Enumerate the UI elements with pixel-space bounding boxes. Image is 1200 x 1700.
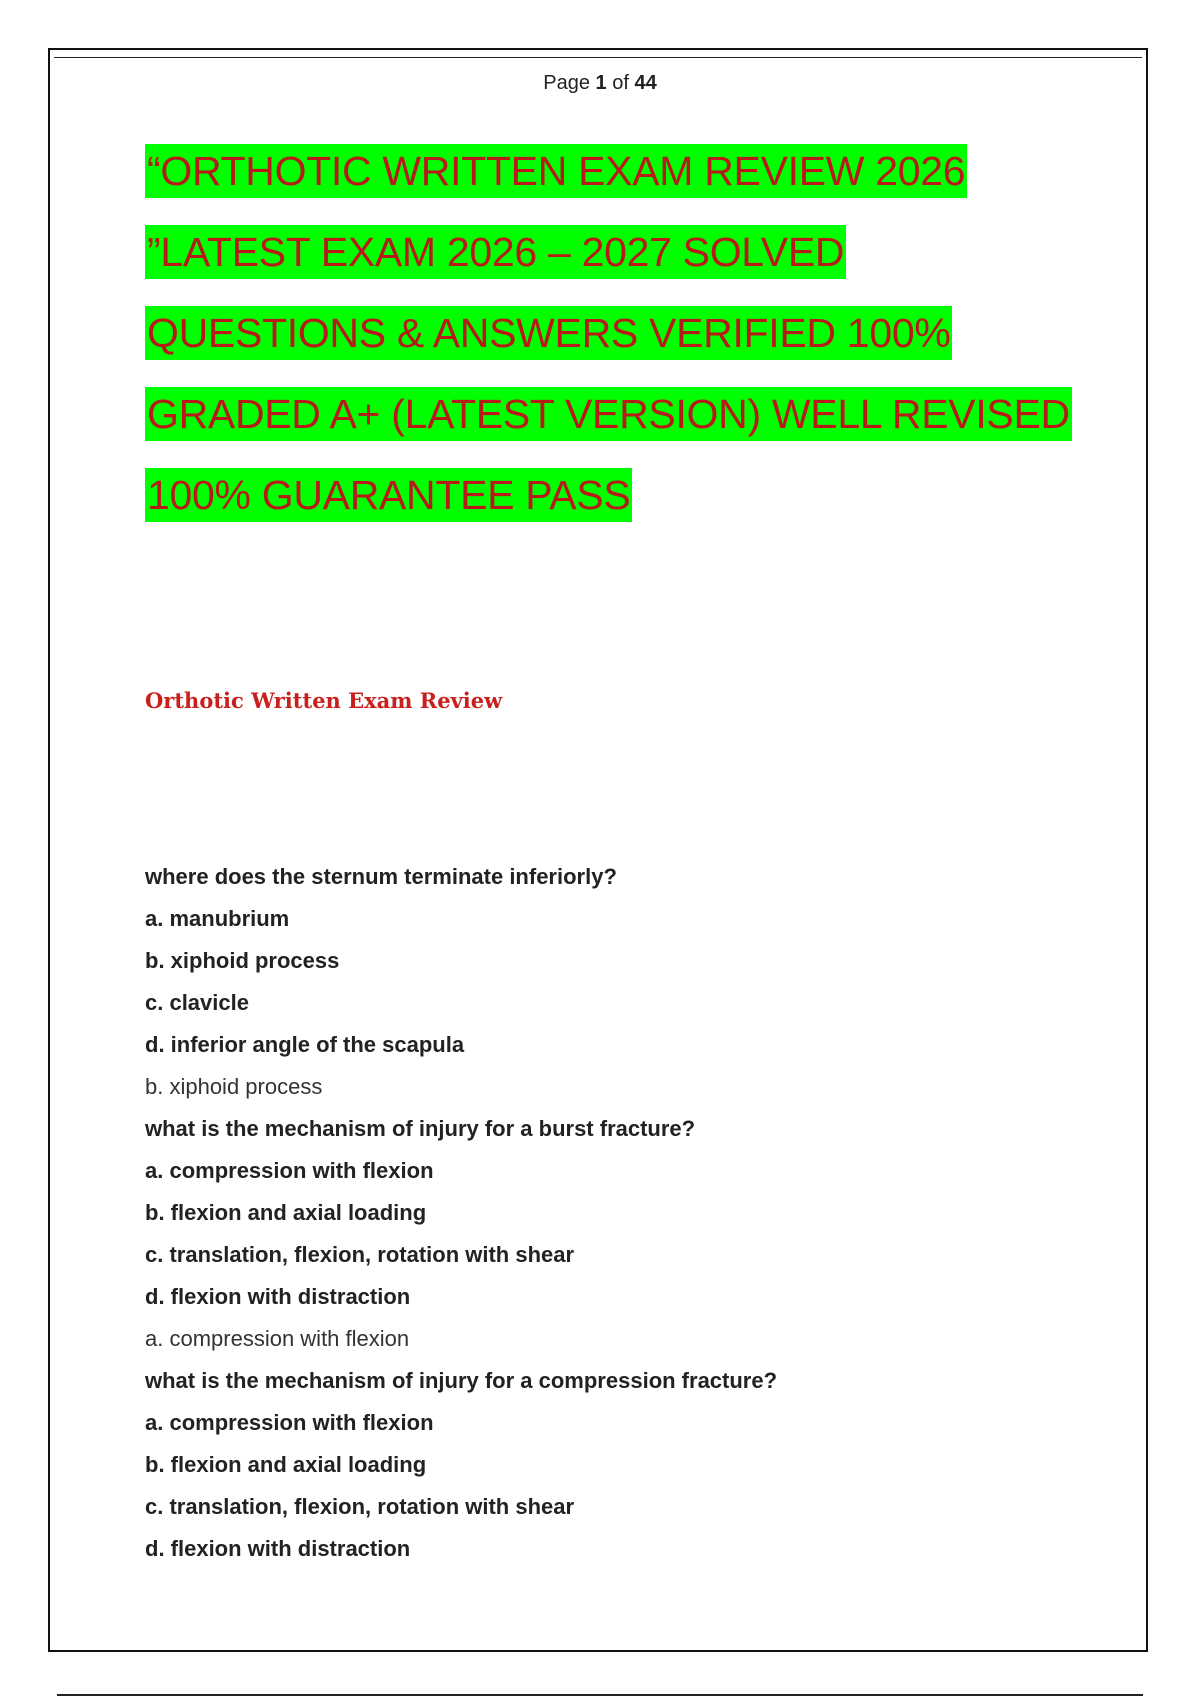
title-line: QUESTIONS & ANSWERS VERIFIED 100% xyxy=(145,306,952,360)
question-list xyxy=(145,856,1095,1570)
answer-option: b. flexion and axial loading xyxy=(145,1200,427,1225)
answer-option: d. flexion with distraction xyxy=(145,1536,411,1561)
answer-option: b. xiphoid process xyxy=(145,948,340,973)
title-line: ”LATEST EXAM 2026 – 2027 SOLVED xyxy=(145,225,846,279)
answer-option: d. inferior angle of the scapula xyxy=(145,1032,465,1057)
answer-option: a. compression with flexion xyxy=(145,1410,434,1435)
section-heading: Orthotic Written Exam Review xyxy=(145,688,503,713)
page-indicator xyxy=(0,72,1200,95)
page-top-rule xyxy=(54,57,1142,58)
page-label: Page xyxy=(543,72,590,94)
answer-option: c. translation, flexion, rotation with shear xyxy=(145,1494,575,1519)
answer-option: a. manubrium xyxy=(145,906,290,931)
question-text: what is the mechanism of injury for a burst fracture? xyxy=(145,1116,696,1141)
question-text: where does the sternum terminate inferiorly? xyxy=(145,864,617,889)
question-text: what is the mechanism of injury for a compression fracture? xyxy=(145,1368,778,1393)
answer-option: d. flexion with distraction xyxy=(145,1284,411,1309)
answer-option: c. translation, flexion, rotation with shear xyxy=(145,1242,575,1267)
title-line: 100% GUARANTEE PASS xyxy=(145,468,632,522)
answer-option: b. flexion and axial loading xyxy=(145,1452,427,1477)
answer-option: a. compression with flexion xyxy=(145,1158,434,1183)
correct-answer: b. xiphoid process xyxy=(145,1074,323,1099)
next-page-top-rule xyxy=(57,1694,1143,1696)
correct-answer: a. compression with flexion xyxy=(145,1326,410,1351)
answer-option: c. clavicle xyxy=(145,990,249,1015)
title-line: “ORTHOTIC WRITTEN EXAM REVIEW 2026 xyxy=(145,144,967,198)
page-current: 1 xyxy=(595,72,607,94)
document-title xyxy=(145,144,1070,549)
page-of-label: of xyxy=(612,72,629,94)
page-total: 44 xyxy=(634,72,657,94)
title-line: GRADED A+ (LATEST VERSION) WELL REVISED xyxy=(145,387,1072,441)
